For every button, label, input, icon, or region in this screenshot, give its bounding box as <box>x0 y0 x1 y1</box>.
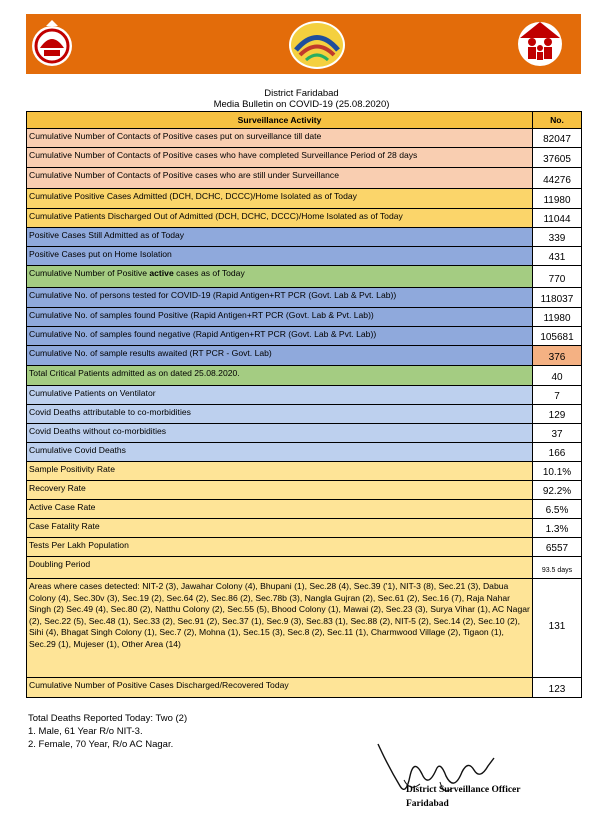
row-label: Sample Positivity Rate <box>27 462 533 481</box>
row-label: Active Case Rate <box>27 500 533 519</box>
table-row <box>27 346 582 366</box>
table-row <box>27 405 582 424</box>
row-label: Cumulative Number of Contacts of Positive cases put on surveillance till date <box>27 129 533 148</box>
table-row <box>27 209 582 228</box>
table-row <box>27 678 582 698</box>
row-label: Cumulative Positive Cases Admitted (DCH, DCHC, DCCC)/Home Isolated as of Today <box>27 189 533 209</box>
family-welfare-icon <box>514 18 566 70</box>
row-label: Cumulative No. of persons tested for COVID-19 (Rapid Antigen+RT PCR (Govt. Lab & Pvt. Lab)) <box>27 288 533 308</box>
table-row <box>27 247 582 266</box>
header-banner <box>26 14 581 74</box>
row-value: 44276 <box>533 168 582 189</box>
row-value: 376 <box>533 346 582 366</box>
row-value: 131 <box>533 579 582 678</box>
row-value: 7 <box>533 386 582 405</box>
row-value: 11044 <box>533 209 582 228</box>
table-row <box>27 386 582 405</box>
row-label: Positive Cases Still Admitted as of Today <box>27 228 533 247</box>
table-row <box>27 168 582 189</box>
row-label: Case Fatality Rate <box>27 519 533 538</box>
column-header-no: No. <box>533 112 582 129</box>
row-label: Cumulative Covid Deaths <box>27 443 533 462</box>
row-value: 37605 <box>533 148 582 168</box>
label-part: Cumulative Number of Positive <box>29 268 150 278</box>
table-header-row <box>27 112 582 129</box>
row-label: Positive Cases put on Home Isolation <box>27 247 533 266</box>
row-label: Cumulative Patients Discharged Out of Admitted (DCH, DCHC, DCCC)/Home Isolated as of Today <box>27 209 533 228</box>
row-label: Recovery Rate <box>27 481 533 500</box>
table-row <box>27 500 582 519</box>
table-row <box>27 538 582 557</box>
label-emphasis: active <box>149 268 174 278</box>
row-value: 105681 <box>533 327 582 346</box>
label-part: cases as of Today <box>173 268 245 278</box>
table-row <box>27 266 582 288</box>
row-label: Cumulative No. of samples found Positive (Rapid Antigen+RT PCR (Govt. Lab & Pvt. Lab)) <box>27 308 533 327</box>
row-value: 118037 <box>533 288 582 308</box>
table-row <box>27 424 582 443</box>
row-value: 6.5% <box>533 500 582 519</box>
row-value: 6557 <box>533 538 582 557</box>
district-title: District Faridabad <box>264 88 339 99</box>
surveillance-table <box>26 111 582 698</box>
row-value: 1.3% <box>533 519 582 538</box>
row-label: Cumulative Number of Positive Cases Discharged/Recovered Today <box>27 678 533 698</box>
row-label: Total Critical Patients admitted as on dated 25.08.2020. <box>27 366 533 386</box>
table-row <box>27 519 582 538</box>
row-label: Cumulative Number of Contacts of Positive cases who are still under Surveillance <box>27 168 533 189</box>
row-label: Cumulative No. of samples found negative (Rapid Antigen+RT PCR (Govt. Lab & Pvt. Lab)) <box>27 327 533 346</box>
row-value: 123 <box>533 678 582 698</box>
row-label-areas: Areas where cases detected: NIT-2 (3), Jawahar Colony (4), Bhupani (1), Sec.28 (4), Sec.39 ('1), NIT-3 (8), Sec.21 (3), Dabua Colony (4), Sec.30v (3), Sec.19 (2), Sec.64 (2), Sec.86 (2), Sec.78b (3), Nangla Gujran (2), Sec.61 (2), Sec.16 (7), Raja Nahar Singh (2) Sec.49 (4), Sec.80 (2), Natthu Colony (2), Sec.55 (5), Bhood Colony (1), Mawai (2), Sec.23 (3), Surya Vihar (1), AC Nagar (2), Sec.22 (5), Sec.48 (1), Sec.33 (2), Sec.91 (2), Sec.37 (1), Sec.9 (3), Sec.83 (1), Sec.88 (2), NIT-5 (2), Sec.14 (2), Sec.10 (2), Sihi (4), Bhagat Singh Colony (1), Sec.7 (2), Mohna (1), Sec.15 (3), Sec.8 (2), Sec.11 (1), Charmwood Village (2), Tigaon (1), Sec.29 (1), Mujeser (1), Other Area (14) <box>27 579 533 678</box>
row-value: 10.1% <box>533 462 582 481</box>
signature-scribble <box>370 736 570 806</box>
row-label: Cumulative Patients on Ventilator <box>27 386 533 405</box>
row-value: 82047 <box>533 129 582 148</box>
signatory-place: Faridabad <box>406 799 449 809</box>
table-row <box>27 308 582 327</box>
row-value: 339 <box>533 228 582 247</box>
table-row <box>27 481 582 500</box>
deaths-footer <box>28 712 187 751</box>
table-row <box>27 443 582 462</box>
row-label: Cumulative No. of sample results awaited (RT PCR - Govt. Lab) <box>27 346 533 366</box>
table-row <box>27 288 582 308</box>
table-row <box>27 557 582 579</box>
haryana-emblem-icon <box>28 18 76 70</box>
table-row <box>27 228 582 247</box>
column-header-activity: Surveillance Activity <box>27 112 533 129</box>
table-row <box>27 129 582 148</box>
table-row <box>27 189 582 209</box>
table-row <box>27 327 582 346</box>
row-value: 37 <box>533 424 582 443</box>
row-value: 11980 <box>533 189 582 209</box>
row-value: 92.2% <box>533 481 582 500</box>
row-label: Covid Deaths attributable to co-morbidities <box>27 405 533 424</box>
deaths-total: Total Deaths Reported Today: Two (2) <box>28 713 188 724</box>
death-detail-1: 1. Male, 61 Year R/o NIT-3. <box>28 726 143 737</box>
row-label-active <box>27 266 533 288</box>
row-value: 11980 <box>533 308 582 327</box>
row-label: Cumulative Number of Contacts of Positive cases who have completed Surveillance Period of 28 days <box>27 148 533 168</box>
row-label: Doubling Period <box>27 557 533 579</box>
row-value: 129 <box>533 405 582 424</box>
row-value: 166 <box>533 443 582 462</box>
row-label: Covid Deaths without co-morbidities <box>27 424 533 443</box>
row-label: Tests Per Lakh Population <box>27 538 533 557</box>
row-value: 93.5 days <box>533 557 582 579</box>
table-row <box>27 579 582 678</box>
bulletin-title: Media Bulletin on COVID-19 (25.08.2020) <box>213 99 390 110</box>
table-row <box>27 366 582 386</box>
table-row <box>27 462 582 481</box>
table-row <box>27 148 582 168</box>
row-value: 770 <box>533 266 582 288</box>
row-value: 431 <box>533 247 582 266</box>
death-detail-2: 2. Female, 70 Year, R/o AC Nagar. <box>28 739 174 750</box>
row-value: 40 <box>533 366 582 386</box>
health-department-icon <box>288 20 346 70</box>
signatory-title: District Surveillance Officer <box>406 785 521 795</box>
